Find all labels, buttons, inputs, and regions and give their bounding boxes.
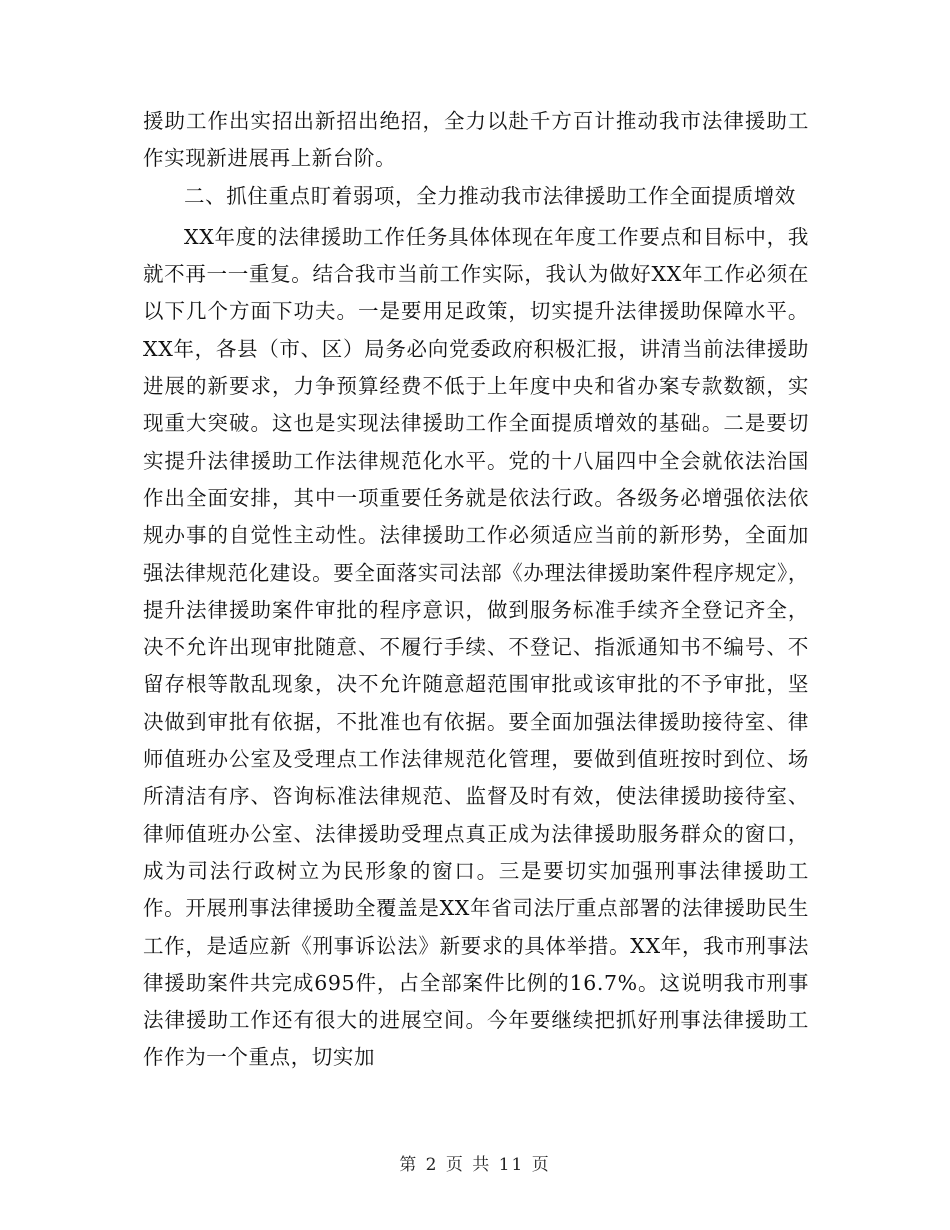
paragraph-body: XX年度的法律援助工作任务具体体现在年度工作要点和目标中，我就不再一一重复。结合我市当前工作实际，我认为做好XX年工作必须在以下几个方面下功夫。一是要用足政策，切实提升法律援助保障水平。XX年，各县（市、区）局务必向党委政府积极汇报，讲清当前法律援助进展的新要求，力争预算经费不低于上年度中央和省办案专款数额，实现重大突破。这也是实现法律援助工作全面提质增效的基础。二是要切实提升法律援助工作法律规范化水平。党的十八届四中全会就依法治国作出全面安排，其中一项重要任务就是依法行政。各级务必增强依法依规办事的自觉性主动性。法律援助工作必须适应当前的新形势，全面加强法律规范化建设。要全面落实司法部《办理法律援助案件程序规定》，提升法律援助案件审批的程序意识，做到服务标准手续齐全登记齐全，决不允许出现审批随意、不履行手续、不登记、指派通知书不编号、不留存根等散乱现象，决不允许随意超范围审批或该审批的不予审批，坚决做到审批有依据，不批准也有依据。要全面加强法律援助接待室、律师值班办公室及受理点工作法律规范化管理，要做到值班按时到位、场所清洁有序、咨询标准法律规范、监督及时有效，使法律援助接待室、律师值班办公室、法律援助受理点真正成为法律援助服务群众的窗口，成为司法行政树立为民形象的窗口。三是要切实加强刑事法律援助工作。开展刑事法律援助全覆盖是XX年省司法厅重点部署的法律援助民生工作，是适应新《刑事诉讼法》新要求的具体举措。XX年，我市刑事法律援助案件共完成695件，占全部案件比例的16.7%。这说明我市刑事法律援助工作还有很大的进展空间。今年要继续把抓好刑事法律援助工作作为一个重点，切实加 (143, 224, 809, 1070)
page-number-footer: 第 2 页 共 11 页 (399, 1155, 551, 1175)
document-body (143, 103, 809, 1077)
paragraph-continuation: 援助工作出实招出新招出绝招，全力以赴千方百计推动我市法律援助工作实现新进展再上新台阶。 (143, 109, 809, 171)
section-heading: 二、抓住重点盯着弱项，全力推动我市法律援助工作全面提质增效 (184, 183, 796, 208)
